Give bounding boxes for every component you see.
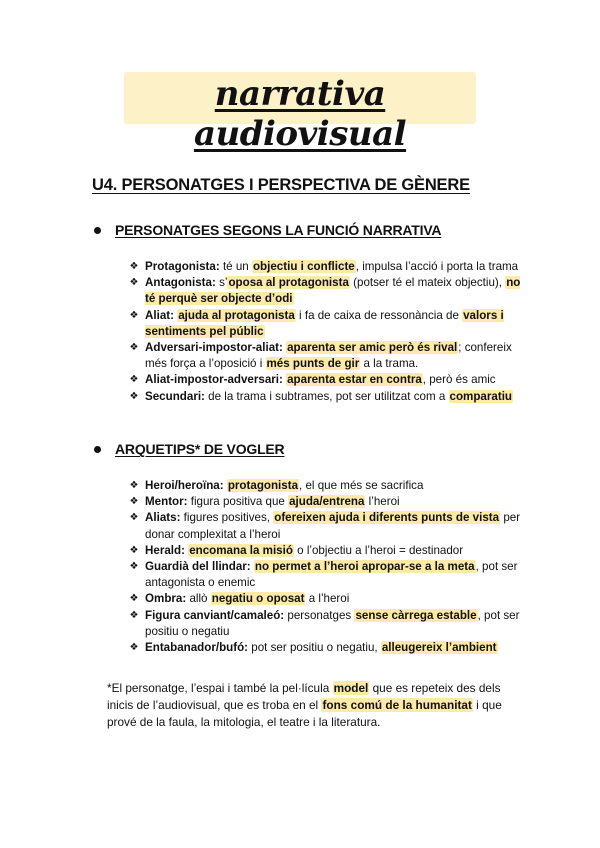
diamond-bullet-icon: ❖	[129, 342, 139, 354]
highlighted-text: valors i sentiments pel públic	[145, 308, 504, 338]
highlighted-text: ajuda/entrena	[289, 495, 365, 509]
highlighted-text: oposa al protagonista	[228, 276, 349, 290]
item-text: de la trama i subtrames, pot ser utilitzat com a	[204, 389, 449, 403]
personatges-list	[127, 259, 527, 405]
unit-heading: U4. PERSONATGES I PERSPECTIVA DE GÈNERE	[92, 176, 470, 194]
diamond-bullet-icon: ❖	[129, 390, 139, 402]
item-term: Heroi/heroïna:	[145, 479, 224, 492]
item-text: per donar complexitat a l’heroi	[145, 511, 521, 541]
list-item	[127, 559, 527, 591]
diamond-bullet-icon: ❖	[129, 480, 139, 491]
highlighted-text: aparenta ser amic però és rival	[287, 341, 458, 355]
item-term: Protagonista:	[145, 260, 220, 273]
title-highlight	[124, 72, 476, 154]
list-item	[127, 259, 527, 275]
footnote-text: *El personatge, l’espai i també la pel·lícula	[107, 681, 333, 695]
list-item	[127, 478, 527, 494]
item-text: personatges	[284, 608, 355, 622]
diamond-bullet-icon: ❖	[129, 609, 139, 621]
diamond-bullet-icon: ❖	[129, 374, 139, 386]
diamond-bullet-icon: ❖	[129, 642, 139, 654]
item-text: s’	[215, 276, 228, 290]
diamond-bullet-icon: ❖	[129, 593, 139, 605]
section-heading-personatges	[92, 222, 441, 238]
item-term: Guardià del llindar:	[145, 560, 251, 574]
item-text: figures positives,	[180, 511, 274, 525]
diamond-bullet-icon: ❖	[129, 277, 139, 289]
item-term: Aliat:	[145, 308, 174, 322]
item-text: pot ser positiu o negatiu,	[248, 641, 381, 655]
item-term: Aliat-impostor-adversari:	[145, 373, 283, 387]
highlighted-text: comparatiu	[449, 389, 512, 403]
item-term: Antagonista:	[145, 276, 216, 290]
highlighted-text: encomana la misió	[189, 543, 293, 557]
highlighted-text: ofereixen ajuda i diferents punts de vista	[274, 511, 500, 525]
section-heading-label: ARQUETIPS* DE VOGLER	[115, 441, 285, 457]
item-term: Herald:	[145, 543, 185, 557]
list-item	[127, 494, 527, 510]
section-heading-arquetips	[92, 441, 284, 457]
highlighted-text: fons comú de la humanitat	[322, 698, 472, 712]
list-item	[127, 275, 527, 307]
item-text: , el que més se sacrifica	[299, 479, 424, 492]
item-text: figura positiva que	[187, 495, 289, 509]
diamond-bullet-icon: ❖	[129, 261, 139, 272]
diamond-bullet-icon: ❖	[129, 512, 139, 524]
footnote	[107, 680, 527, 731]
list-item	[127, 591, 527, 607]
item-term: Aliats:	[145, 511, 181, 525]
item-text: , impulsa l’acció i porta la trama	[355, 260, 519, 273]
footnote-text: i que prové de la faula, la mitologia, el teatre i la literatura.	[107, 698, 502, 729]
item-text: a l’heroi	[305, 592, 350, 606]
item-term: Ombra:	[145, 592, 187, 606]
list-item	[127, 340, 527, 372]
list-item	[127, 510, 527, 542]
highlighted-text: protagonista	[227, 479, 299, 492]
highlighted-text: aparenta estar en contra	[287, 373, 422, 387]
list-item	[127, 308, 527, 340]
list-item	[127, 389, 527, 405]
item-text: a la trama.	[360, 357, 419, 371]
item-term: Figura canviant/camaleó:	[145, 608, 285, 622]
item-text: i fa de caixa de ressonància de	[295, 308, 463, 322]
highlighted-text: negatiu o oposat	[211, 592, 305, 606]
footnote-text: que es repeteix des dels inicis de l’audiovisual, que es troba en el	[107, 681, 501, 712]
bullet-dot	[94, 227, 101, 234]
item-text: l’heroi	[365, 495, 400, 509]
list-item	[127, 543, 527, 559]
section-heading-label: PERSONATGES SEGONS LA FUNCIÓ NARRATIVA	[115, 222, 442, 238]
item-term: Secundari:	[145, 389, 205, 403]
item-term: Adversari-impostor-aliat:	[145, 341, 283, 355]
diamond-bullet-icon: ❖	[129, 496, 139, 508]
bullet-dot	[94, 446, 101, 453]
highlighted-text: model	[333, 681, 369, 695]
item-term: Mentor:	[145, 495, 188, 509]
list-item	[127, 608, 527, 640]
highlighted-text: més punts de gir	[266, 357, 360, 371]
item-term: Entabanador/bufó:	[145, 641, 249, 655]
item-text: allò	[186, 592, 211, 606]
item-text: , pot ser positiu o negatiu	[145, 608, 520, 638]
item-text: té un	[219, 260, 252, 273]
item-text: , però és amic	[422, 373, 496, 387]
highlighted-text: alleugereix l’ambient	[381, 641, 497, 655]
highlighted-text: no té perquè ser objecte d’odi	[145, 276, 521, 306]
page-title: narrativa audiovisual	[193, 74, 407, 154]
list-item	[127, 372, 527, 388]
highlighted-text: no permet a l’heroi apropar-se a la meta	[254, 560, 475, 574]
item-text: (potser té el mateix objectiu),	[349, 276, 506, 290]
list-item	[127, 640, 527, 656]
diamond-bullet-icon: ❖	[129, 309, 139, 321]
arquetips-list	[127, 478, 527, 656]
item-text: o l’objectiu a l’heroi = destinador	[293, 543, 464, 557]
item-text: ; confereix més força a l’oposició i	[145, 341, 512, 371]
highlighted-text: objectiu i conflicte	[252, 260, 355, 273]
highlighted-text: ajuda al protagonista	[178, 308, 295, 322]
highlighted-text: sense càrrega estable	[355, 608, 477, 622]
diamond-bullet-icon: ❖	[129, 561, 139, 573]
item-text: , pot ser antagonista o enemic	[145, 560, 518, 590]
diamond-bullet-icon: ❖	[129, 544, 139, 556]
